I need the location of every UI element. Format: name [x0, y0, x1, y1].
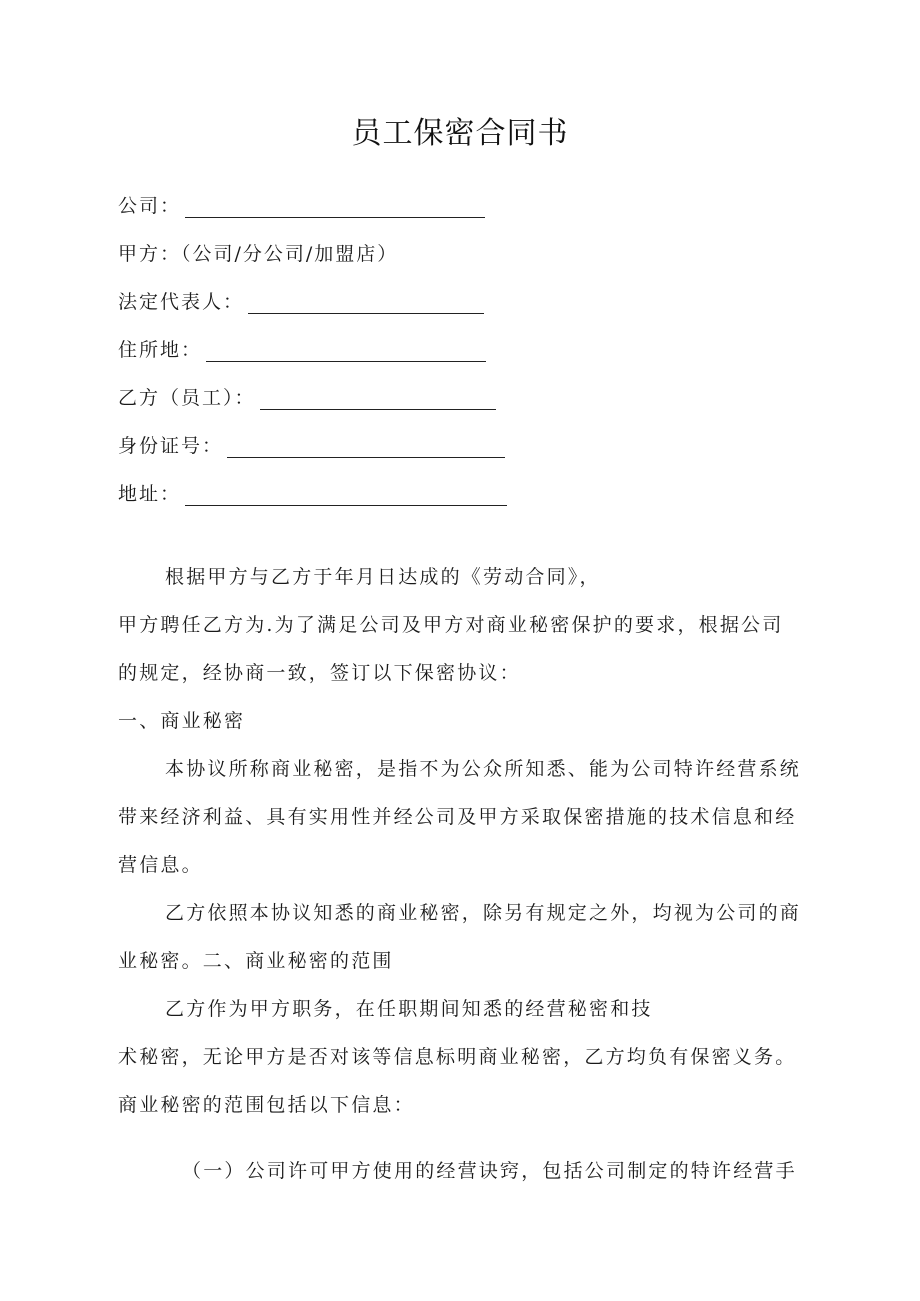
legal-representative-blank-line	[248, 291, 484, 314]
party-b-label: 乙方（员工）：	[118, 387, 256, 409]
address-field	[118, 476, 507, 506]
paragraph-intro-line-3: 的规定，经协商一致，签订以下保密协议：	[118, 662, 521, 684]
legal-representative-label: 法定代表人：	[118, 291, 245, 313]
legal-representative-field	[118, 284, 484, 314]
address-label: 地址：	[118, 483, 182, 505]
residence-blank-line	[206, 339, 486, 362]
paragraph-scope-line-1: 乙方依照本协议知悉的商业秘密，除另有规定之外，均视为公司的商	[165, 902, 802, 924]
residence-field	[118, 332, 486, 362]
address-blank-line	[185, 483, 507, 506]
residence-label: 住所地：	[118, 339, 203, 361]
party-a-field	[118, 236, 398, 266]
party-a-label: 甲方：（公司/分公司/加盟店）	[118, 243, 399, 265]
paragraph-obligation-line-3: 商业秘密的范围包括以下信息：	[118, 1094, 415, 1116]
party-b-field	[118, 380, 496, 410]
paragraph-intro-line-1: 根据甲方与乙方于年月日达成的《劳动合同》，	[165, 566, 601, 588]
company-field	[118, 188, 485, 218]
paragraph-scope-line-2: 业秘密。二、商业秘密的范围	[118, 950, 394, 972]
paragraph-definition-line-1: 本协议所称商业秘密，是指不为公众所知悉、能为公司特许经营系统	[165, 758, 802, 780]
company-label: 公司：	[118, 195, 182, 217]
id-number-field	[118, 428, 505, 458]
company-blank-line	[185, 195, 485, 218]
paragraph-intro-line-2: 甲方聘任乙方为.为了满足公司及甲方对商业秘密保护的要求，根据公司	[118, 614, 784, 636]
id-number-label: 身份证号：	[118, 435, 224, 457]
paragraph-obligation-line-1: 乙方作为甲方职务，在任职期间知悉的经营秘密和技	[165, 998, 653, 1020]
document-title: 员工保密合同书	[351, 116, 569, 151]
list-item-1: （一）公司许可甲方使用的经营诀窍，包括公司制定的特许经营手	[182, 1160, 797, 1182]
paragraph-definition-line-3: 营信息。	[118, 854, 203, 876]
paragraph-definition-line-2: 带来经济利益、具有实用性并经公司及甲方采取保密措施的技术信息和经	[118, 806, 797, 828]
paragraph-obligation-line-2: 术秘密，无论甲方是否对该等信息标明商业秘密，乙方均负有保密义务。	[118, 1046, 797, 1068]
section-heading-trade-secret: 一、商业秘密	[118, 710, 246, 732]
party-b-blank-line	[260, 387, 496, 410]
id-number-blank-line	[227, 435, 505, 458]
